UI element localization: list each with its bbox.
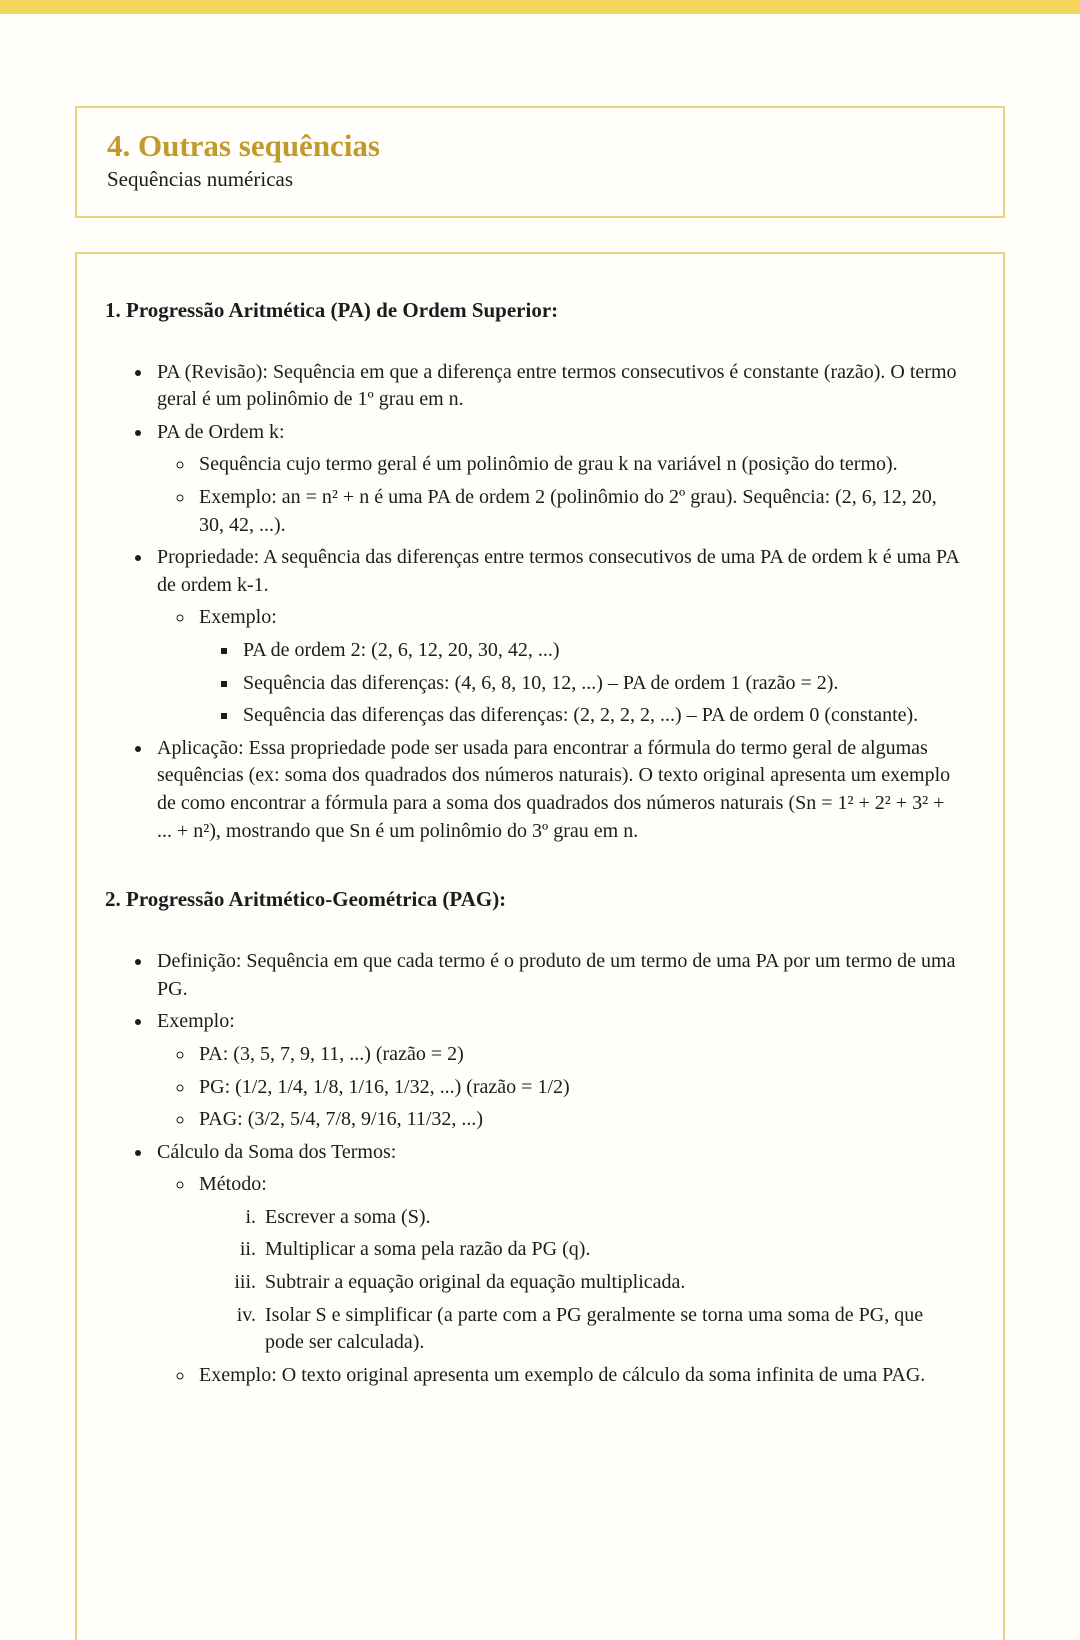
metodo-step: iii. Subtrair a equação original da equação multiplicada. [261,1269,961,1297]
bullet-definicao: • Definição: Sequência em que cada termo é o produto de um termo de uma PA por um termo de uma PG. [153,948,961,1003]
sub-bullet: ◦ PG: (1/2, 1/4, 1/8, 1/16, 1/32, ...) (razão = 1/2) [195,1074,961,1102]
content-card [75,252,1005,1640]
sub-bullet-exemplo-final: ◦ Exemplo: O texto original apresenta um exemplo de cálculo da soma infinita de uma PAG. [195,1362,961,1390]
section1-list [105,359,961,846]
bullet-aplicacao: • Aplicação: Essa propriedade pode ser usada para encontrar a fórmula do termo geral de algumas sequências (ex: soma dos quadrados dos números naturais). O texto original apresenta um exemplo de como encontrar a fórmula para a soma dos quadrados dos números naturais (Sn = 1² + 2² + 3² + ... + n²), mostrando que Sn é um polinômio do 3º grau em n. [153,735,961,845]
metodo-step: iv. Isolar S e simplificar (a parte com a PG geralmente se torna uma soma de PG, que pode ser calculada). [261,1302,961,1357]
sub-bullet: ◦ Exemplo: an = n² + n é uma PA de ordem 2 (polinômio do 2º grau). Sequência: (2, 6, 12, 20, 30, 42, ...). [195,484,961,539]
section2-list [105,948,961,1389]
header-card [75,106,1005,218]
sub-bullet-exemplo-label: Exemplo: [199,606,277,629]
bullet-calculo-label: Cálculo da Soma dos Termos: [157,1140,397,1163]
bullet-pa-ordem-k-label: PA de Ordem k: [157,420,285,443]
metodo-step: ii. Multiplicar a soma pela razão da PG (q). [261,1236,961,1264]
metodo-step: i. Escrever a soma (S). [261,1204,961,1232]
metodo-steps-list [199,1204,961,1357]
bullet-propriedade-label: Propriedade: A sequência das diferenças entre termos consecutivos de uma PA de ordem k é uma PA de ordem k-1. [157,546,959,596]
page-title: 4. Outras sequências [107,128,380,163]
section1-heading: 1. Progressão Aritmética (PA) de Ordem Superior: [105,297,559,322]
section2-heading: 2. Progressão Aritmético-Geométrica (PAG): [105,887,507,912]
sub-sub-bullet: ▪ Sequência das diferenças: (4, 6, 8, 10, 12, ...) – PA de ordem 1 (razão = 2). [239,670,961,698]
bullet-propriedade [153,544,961,730]
sub-bullet-metodo [195,1171,961,1357]
propriedade-sublist [157,604,961,729]
bullet-exemplo-label: Exemplo: [157,1010,235,1033]
sub-bullet-exemplo [195,604,961,729]
sub-sub-bullet: ▪ Sequência das diferenças das diferenças: (2, 2, 2, 2, ...) – PA de ordem 0 (constante). [239,702,961,730]
propriedade-exemplo-sublist [199,637,961,730]
sub-bullet-metodo-label: Método: [199,1173,267,1196]
sub-bullet: ◦ Sequência cujo termo geral é um polinômio de grau k na variável n (posição do termo). [195,451,961,479]
calculo-sublist [157,1171,961,1389]
exemplo-sublist [157,1041,961,1134]
top-accent-bar [0,0,1080,14]
bullet-pa-ordem-k [153,419,961,539]
sub-bullet: ◦ PAG: (3/2, 5/4, 7/8, 9/16, 11/32, ...) [195,1106,961,1134]
bullet-exemplo [153,1008,961,1133]
bullet-calculo [153,1139,961,1390]
page-subtitle: Sequências numéricas [107,166,294,191]
sub-bullet: ◦ PA: (3, 5, 7, 9, 11, ...) (razão = 2) [195,1041,961,1069]
bullet-pa-revisao: • PA (Revisão): Sequência em que a diferença entre termos consecutivos é constante (razão). O termo geral é um polinômio de 1º grau em n. [153,359,961,414]
pa-ordem-k-sublist [157,451,961,539]
sub-sub-bullet: ▪ PA de ordem 2: (2, 6, 12, 20, 30, 42, ...) [239,637,961,665]
